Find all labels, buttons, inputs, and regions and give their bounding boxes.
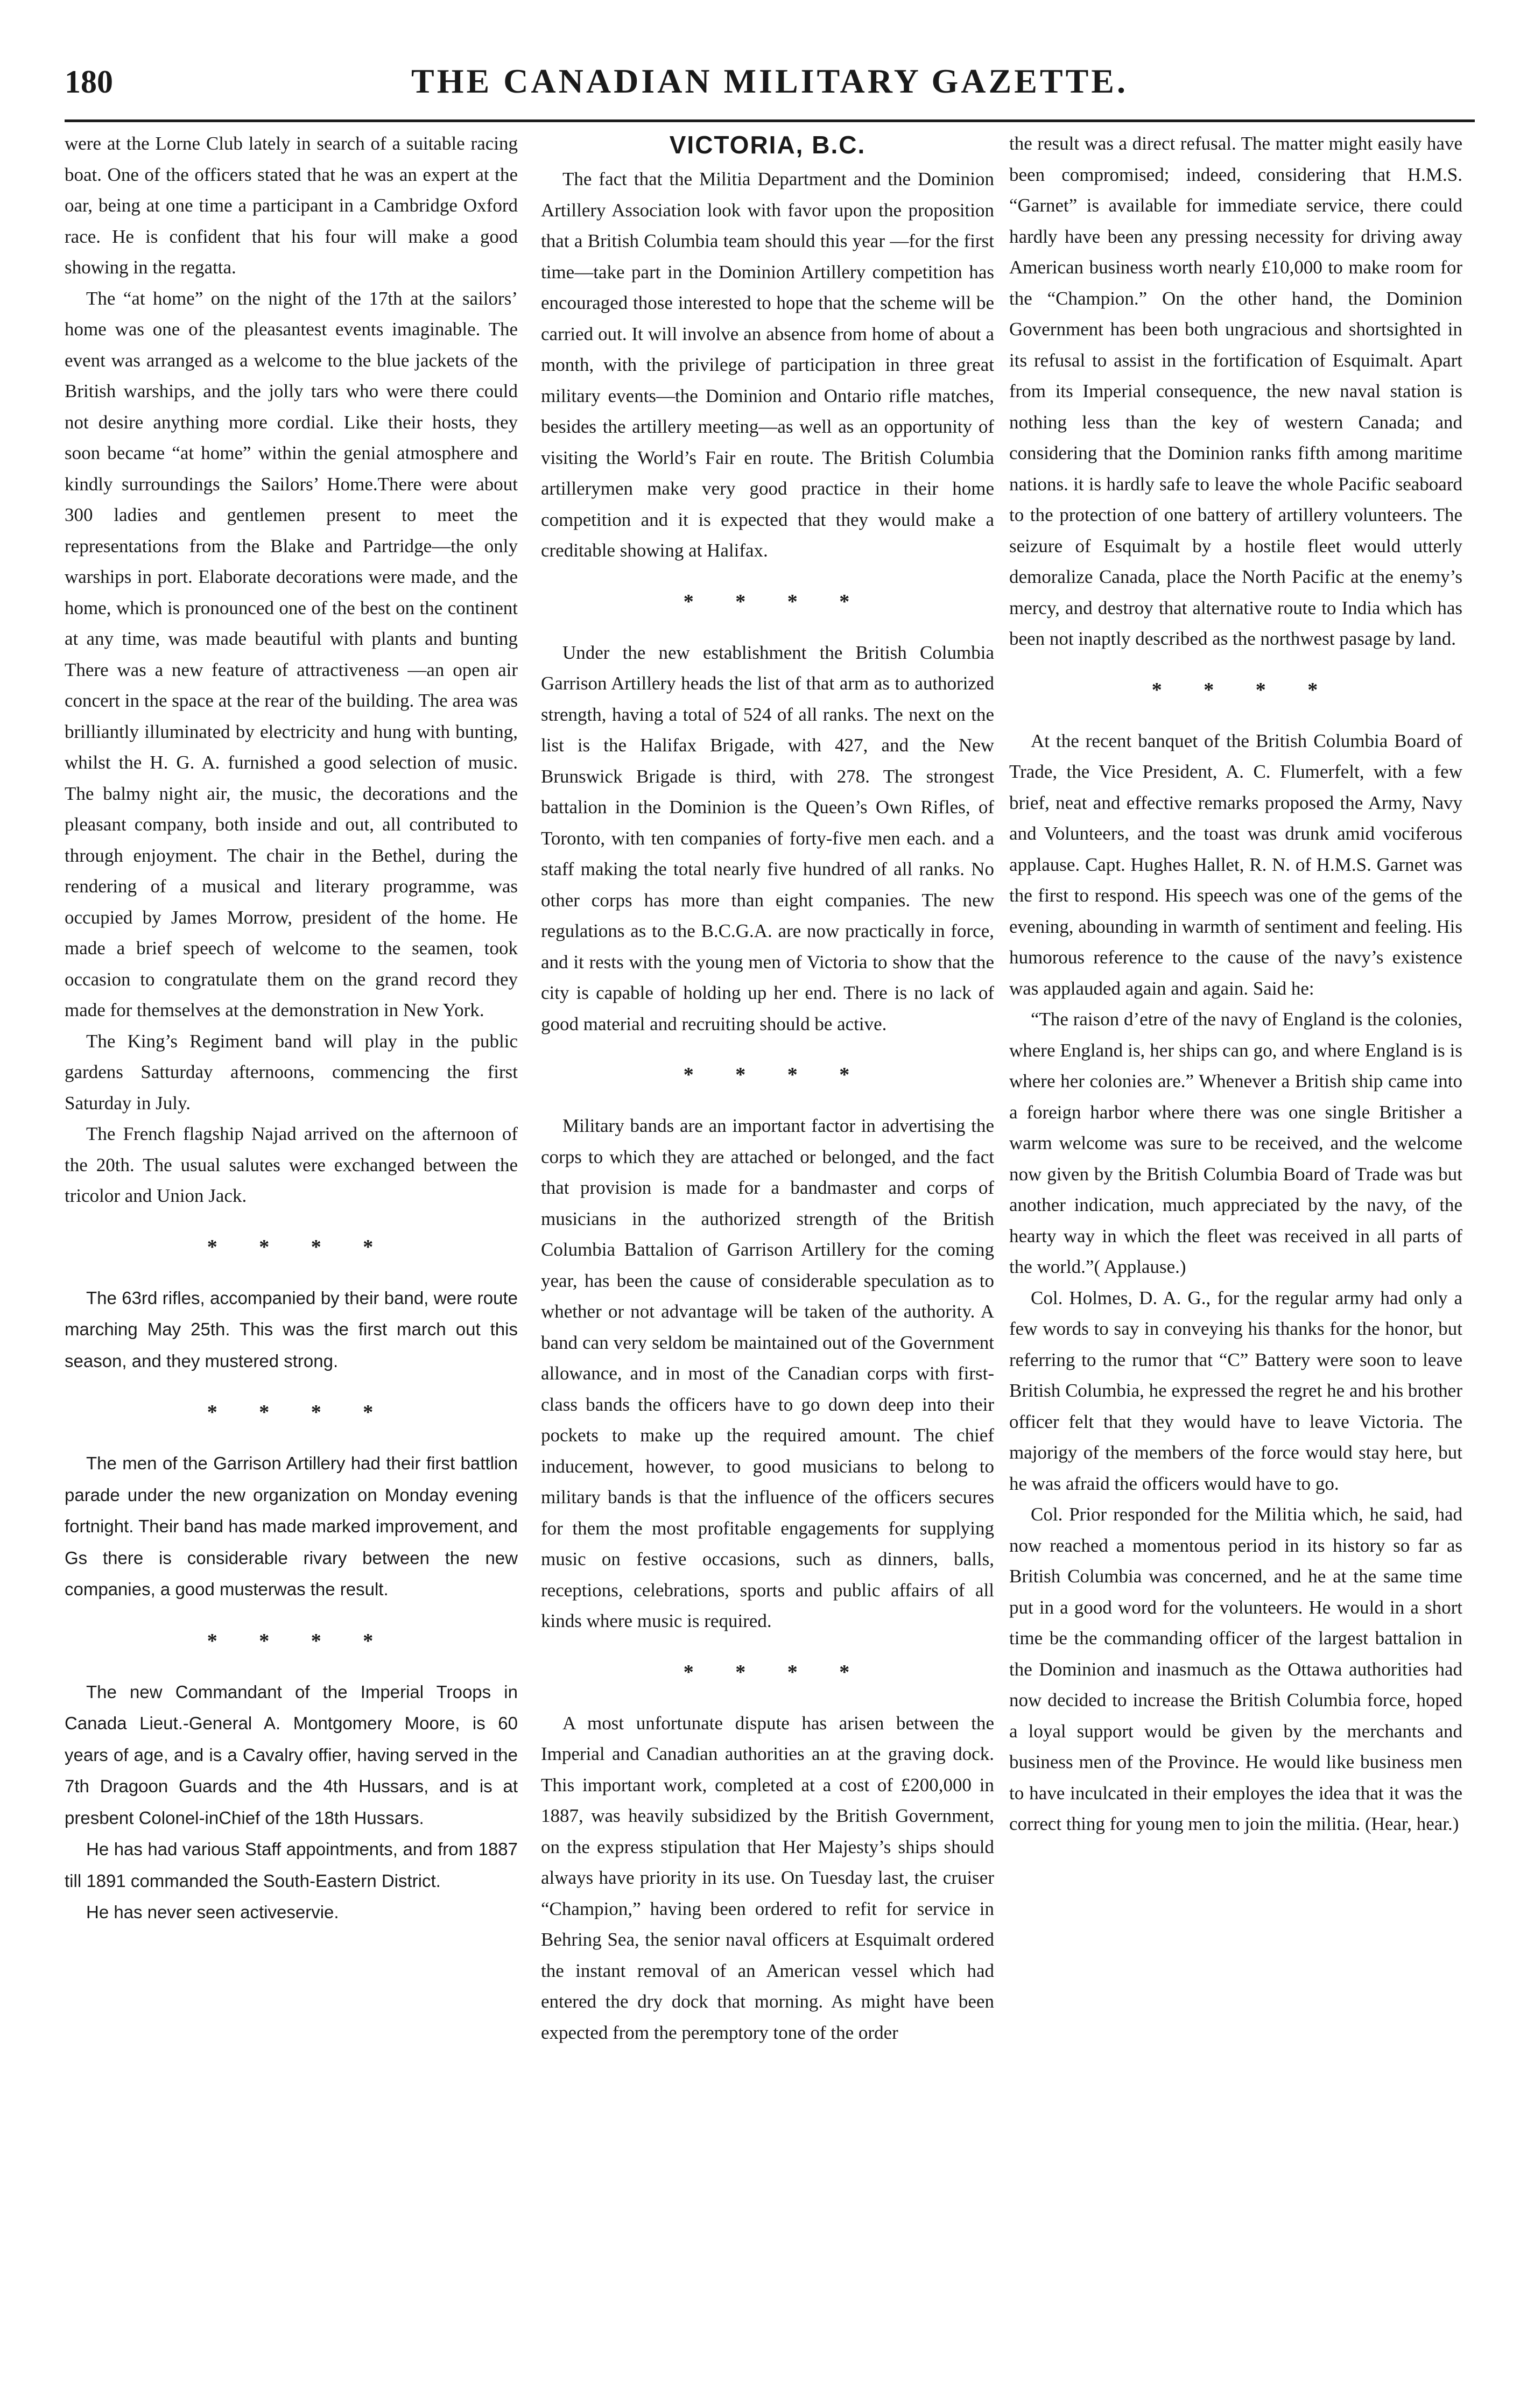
article-paragraph: The French flagship Najad arrived on the afternoon of the 20th. The usual salutes were exchanged between the tricolor and Union Jack. — [65, 1123, 518, 1206]
page-number: 180 — [65, 64, 113, 100]
masthead-title: THE CANADIAN MILITARY GAZETTE. — [411, 62, 1128, 100]
article-paragraph: He has never seen activeservie. — [86, 1902, 339, 1922]
section-divider-stars: * * * * — [207, 1401, 392, 1424]
article-paragraph: Col. Holmes, D. A. G., for the regular army had only a few words to say in conveying his thanks for the honor, but referring to the rumor that “C” Battery were soon to leave British Columbia, he expressed the regret he and his brother officer felt that they would have to leave Victoria. The majorigy of the members of the force would stay here, but he was afraid the officers would have to go. — [1009, 1287, 1462, 1494]
section-divider-stars: * * * * — [1151, 678, 1336, 701]
article-paragraph: The fact that the Militia Department and the Dominion Artillery Association look with favor upon the proposition that a British Columbia team should this year —for the first time—take part in the Dominion Artillery competition has encouraged those interested to hope that the scheme will be carried out. It will involve an absence from home of about a month, with the privilege of participation in three great military events—the Dominion and Ontario rifle matches, besides the artillery meeting—as well as an opportunity of visiting the World’s Fair en route. The British Columbia artillerymen make very good practice in their home competition and it is expected that they would make a creditable showing at Halifax. — [541, 168, 994, 561]
article-paragraph: The “at home” on the night of the 17th at the sailors’ home was one of the pleasantest events imaginable. The event was arranged as a welcome to the blue jackets of the British warships, and the jolly tars who were there could not desire anything more cordial. Like their hosts, they soon became “at home” within the genial atmosphere and kindly surroundings the Sailors’ Home.There were about 300 ladies and gentlemen present to meet the representations from the Blake and Partridge—the only warships in port. Elaborate decorations were made, and the home, which is pronounced one of the best on the continent at any time, was made beautiful with plants and bunting There was a new feature of attractiveness —an open air concert in the space at the rear of the building. The area was brilliantly illuminated by electricity and hung with bunting, whilst the H. G. A. furnished a good selection of music. The balmy night air, the music, the decorations and the pleasant company, both inside and out, all contributed to through enjoyment. The chair in the Bethel, during the rendering of a musical and literary programme, was occupied by James Morrow, president of the home. He made a brief speech of welcome to the seamen, took occasion to congratulate them on the grand record they made for themselves at the demonstration in New York. — [65, 287, 518, 1020]
article-paragraph: The 63rd rifles, accompanied by their band, were route marching May 25th. This was the first march out this season, and they mustered strong. — [65, 1287, 518, 1371]
article-paragraph: were at the Lorne Club lately in search of a suitable racing boat. One of the officers stated that he was an expert at the oar, being at one time a participant in a Cambridge Oxford race. He is confident that his four will make a good showing in the regatta. — [65, 133, 518, 278]
article-headline: VICTORIA, B.C. — [669, 131, 866, 159]
section-divider-stars: * * * * — [683, 1660, 868, 1684]
article-paragraph: He has had various Staff appointments, and from 1887 till 1891 commanded the South-Eastern District. — [65, 1839, 518, 1891]
section-divider-stars: * * * * — [207, 1629, 392, 1652]
column-2 — [541, 128, 994, 2378]
column-1 — [65, 128, 518, 2378]
article-paragraph: At the recent banquet of the British Columbia Board of Trade, the Vice President, A. C. Flumerfelt, with a few brief, neat and effective remarks proposed the Army, Navy and Volunteers, and the toast was drunk amid vociferous applause. Capt. Hughes Hallet, R. N. of H.M.S. Garnet was the first to respond. His speech was one of the gems of the evening, abounding in warmth of sentiment and feeling. His humorous reference to the cause of the navy’s existence was applauded again and again. Said he: — [1009, 730, 1462, 999]
article-paragraph: the result was a direct refusal. The matter might easily have been compromised; indeed, considering that H.M.S. “Garnet” is available for immediate service, there could hardly have been any pressing necessity for driving away American business worth nearly £10,000 to make room for the “Champion.” On the other hand, the Dominion Government has been both ungracious and shortsighted in its refusal to assist in the fortification of Esquimalt. Apart from its Imperial consequence, the new naval station is nothing less than the key of western Canada; and considering that the Dominion ranks fifth among maritime nations. it is hardly safe to leave the whole Pacific seaboard to the protection of one battery of artillery volunteers. The seizure of Esquimalt by a hostile fleet would utterly demoralize Canada, place the North Pacific at the enemy’s mercy, and destroy that alternative route to India which has been not inaptly described as the northwest pasage by land. — [1009, 133, 1462, 649]
article-paragraph: A most unfortunate dispute has arisen between the Imperial and Canadian authorities an at the graving dock. This important work, completed at a cost of £200,000 in 1887, was heavily subsidized by the British Government, on the express stipulation that Her Majesty’s ships should always have priority in its use. On Tuesday last, the cruiser “Champion,” having been ordered to refit for service in Behring Sea, the senior naval officers at Esquimalt ordered the instant removal of an American vessel which had entered the dry dock that morning. As might have been expected from the peremptory tone of the order — [541, 1712, 994, 2043]
article-paragraph: Under the new establishment the British Columbia Garrison Artillery heads the list of that arm as to authorized strength, having a total of 524 of all ranks. The next on the list is the Halifax Brigade, with 427, and the New Brunswick Brigade is third, with 278. The strongest battalion in the Dominion is the Queen’s Own Rifles, of Toronto, with ten companies of forty-five men each. and a staff making the total nearly five hundred of all ranks. No other corps has more than eight companies. The new regulations as to the B.C.G.A. are now practically in force, and it rests with the young men of Victoria to show that the city is capable of holding up her end. There is no lack of good material and recruiting should be active. — [541, 642, 994, 1034]
article-paragraph: The new Commandant of the Imperial Troops in Canada Lieut.-General A. Montgomery Moore, is 60 years of age, and is a Cavalry offier, having served in the 7th Dragoon Guards and the 4th Hussars, and is at presbent Colonel-inChief of the 18th Hussars. — [65, 1681, 518, 1828]
article-paragraph: The men of the Garrison Artillery had their first battlion parade under the new organization on Monday evening fortnight. Their band has made marked improvement, and Gs there is considerable rivary between the new companies, a good musterwas the result. — [65, 1453, 518, 1599]
article-paragraph: “The raison d’etre of the navy of England is the colonies, where England is, her ships can go, and where England is is where her colonies are.” Whenever a British ship came into a foreign harbor where there was one single Britisher a warm welcome was sure to be received, and the welcome now given by the British Columbia Board of Trade was but another indication, much appreciated by the navy, of the hearty way in which the fleet was received in all parts of the world.”( Applause.) — [1009, 1009, 1462, 1277]
article-paragraph: Col. Prior responded for the Militia which, he said, had now reached a momentous period in its history so far as British Columbia was concerned, and he at the same time put in a good word for the volunteers. He would in a short time be the commanding officer of the largest battalion in the Dominion and inasmuch as the Ottawa authorities had now decided to increase the British Columbia force, hoped a loyal support would be given by the merchants and business men of the Province. He would like business men to have inculcated in their employes the idea that it was the correct thing for young men to join the militia. (Hear, hear.) — [1009, 1504, 1462, 1834]
column-3 — [1009, 128, 1462, 2378]
article-paragraph: Military bands are an important factor in advertising the corps to which they are attached or belonged, and the fact that provision is made for a bandmaster and corps of musicians in the authorized strength of the British Columbia Battalion of Garrison Artillery for the coming year, has been the cause of considerable speculation as to whether or not advantage will be taken of the authority. A band can very seldom be maintained out of the Government allowance, and in most of the Canadian corps with first-class bands the officers have to go down deep into their pockets to make up the required amount. The chief inducement, however, to good musicians to belong to military bands is that the influence of the officers secures for them the most profitable engagements for supplying music on festive occasions, such as dinners, balls, receptions, celebrations, sports and public affairs of all kinds where music is required. — [541, 1115, 994, 1631]
article-paragraph: The King’s Regiment band will play in the public gardens Satturday afternoons, commencing the first Saturday in July. — [65, 1030, 518, 1114]
section-divider-stars: * * * * — [683, 1064, 868, 1086]
page-header — [65, 54, 1475, 118]
section-divider-stars: * * * * — [683, 590, 868, 613]
section-divider-stars: * * * * — [207, 1235, 392, 1258]
header-rule — [65, 119, 1475, 122]
